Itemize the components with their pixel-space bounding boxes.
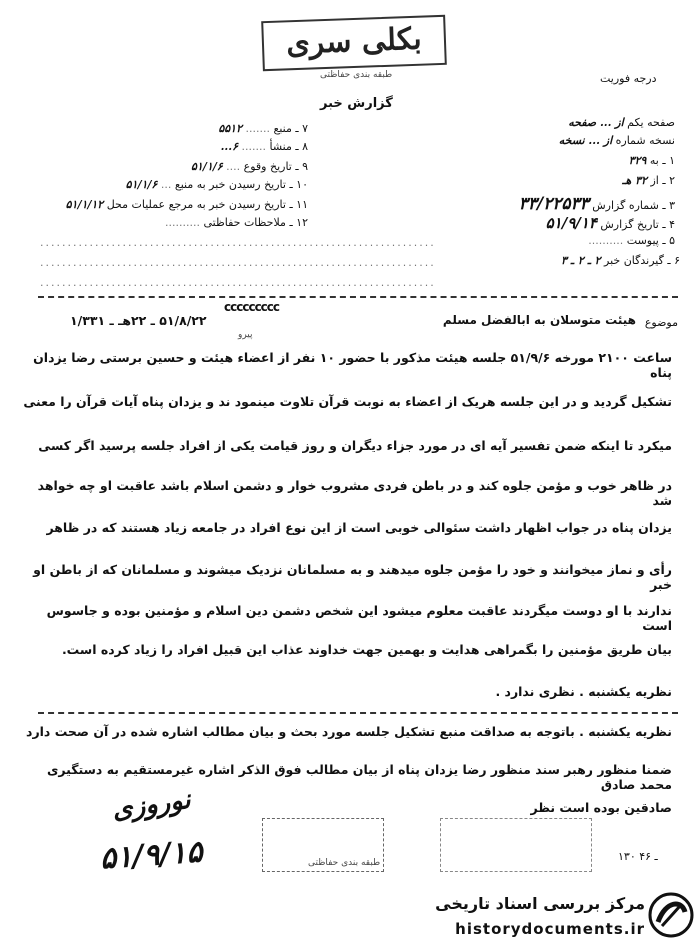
field-value: از ... صفحه bbox=[568, 116, 624, 129]
body-line: رأی و نماز میخوانند و خود را مؤمن جلوه میدهند و به مسلمانان نزدیک میشوند و مسلمانان که از باطن او خبر bbox=[33, 562, 672, 592]
watermark-url: historydocuments.ir bbox=[455, 920, 645, 938]
field-value: ۵۱/۹/۱۴ bbox=[545, 214, 597, 232]
field-value: ۵۱/۱/۱۲ bbox=[65, 198, 104, 211]
opinion-divider bbox=[38, 712, 678, 714]
field-report-date bbox=[390, 214, 675, 232]
footer-classification-label: طبقه بندی حفاظتی bbox=[308, 858, 381, 868]
field-label: نسخه شماره bbox=[615, 134, 675, 147]
field-attachment: ۵ ـ پیوست .......... bbox=[588, 234, 675, 247]
body-line: ساعت ۲۱۰۰ مورخه ۵۱/۹/۶ جلسه هیئت مذکور با حضور ۱۰ نفر از اعضاء هیئت و حسین برستی رضا یزدان پناه bbox=[33, 350, 672, 380]
field-report-number bbox=[390, 194, 675, 214]
body-line: صادقین بوده است نظر bbox=[530, 800, 672, 815]
field-recipients bbox=[430, 254, 680, 267]
priority-label: درجه فوریت bbox=[600, 72, 657, 85]
field-label: ۶ ـ گیرندگان خبر bbox=[604, 254, 680, 267]
subject-reference-note: پیرو bbox=[238, 330, 253, 340]
subject-label: موضوع bbox=[644, 316, 678, 329]
field-label: صفحه یکم bbox=[627, 116, 675, 129]
field-from bbox=[430, 174, 675, 187]
body-line: ندارند با او دوست میگردند عاقبت معلوم میشود این شخص دشمن دین اسلام و مؤمنین بوده و جاسوس است bbox=[46, 603, 672, 633]
body-line: در ظاهر خوب و مؤمن جلوه کند و در باطن فردی مشروب خوار و دشمن اسلام باشد عاقبت او چه خواهد شد bbox=[37, 478, 672, 508]
field-origin: ۸ ـ منشأ ....... ۶... bbox=[220, 140, 308, 153]
subject-text: هیئت متوسلان به ابالفضل مسلم bbox=[442, 313, 636, 327]
field-value: ۵۱/۱/۶ bbox=[125, 178, 158, 191]
field-value: ۵۱/۱/۶ bbox=[190, 160, 223, 173]
footer-page-code: ۱۳۰ ـ ۴۶ bbox=[618, 850, 658, 863]
field-copy-number bbox=[430, 134, 675, 147]
field-label: ۵ ـ پیوست bbox=[626, 234, 675, 247]
body-line: بیان طریق مؤمنین را بگمراهی هدایت و بهمین جهت خداوند عذاب این قبیل افراد را زیاد کرده است. bbox=[61, 642, 672, 657]
field-received-source-date: ۱۰ ـ تاریخ رسیدن خبر به منبع ... ۵۱/۱/۶ bbox=[125, 178, 308, 191]
signature-name: نوروزی bbox=[110, 784, 193, 826]
field-label: ۹ ـ تاریخ وقوع bbox=[243, 160, 308, 173]
field-source: ۷ ـ منبع ....... ۵۵۱۲ bbox=[218, 122, 308, 135]
classification-stamp: بکلی سری bbox=[261, 15, 447, 71]
field-label: ۱۰ ـ تاریخ رسیدن خبر به منبع bbox=[174, 178, 308, 191]
field-to bbox=[430, 154, 675, 167]
field-value: ۲ ـ ۲ ـ ۳ bbox=[561, 254, 601, 267]
field-label: ۳ ـ شماره گزارش bbox=[592, 199, 675, 212]
field-page bbox=[430, 116, 675, 129]
field-value: ۳۲۹ bbox=[628, 154, 647, 167]
field-label: ۲ ـ از bbox=[650, 174, 675, 187]
field-received-ops-date bbox=[40, 198, 308, 211]
field-value: ۳۲ هـ bbox=[622, 174, 647, 187]
document-page: بکلی سری طبقه بندی حفاظتی درجه فوریت گزارش خبر ۷ ـ منبع ....... ۵۵۱۲ ۸ ـ منشأ ....... ۶... ۹ ـ تاریخ وقوع .... ۵۱/۱/۶ ۱۰ ـ تاریخ رسیدن خبر به منبع ... ۵۱/۱/۶ ۱۱ ـ تاریخ رسیدن خبر به مرجع عملیات محل ۵۱/۱/۱۲ ۱۲ ـ ملاحظات حفاظتی .......... ........................................................................ ........................................................................ ........................................................................ صفحه یکم از ... صفحه نسخه شماره از ... نسخه ۱ ـ به ۳۲۹ ۲ ـ از ۳۲ هـ ۳ ـ شماره گزارش ۳۳/۲۲۵۳۳ ۴ ـ تاریخ گزارش ۵۱/۹/۱۴ ۵ ـ پیوست .......... ۶ ـ گیرندگان خبر ۲ ـ ۲ ـ ۳ موضوع هیئت متوسلان به ابالفضل مسلم ۵۱/۸/۲۲ ـ ۲۲هـ ـ ۱/۳۳۱ پیرو ccccccccc ساعت ۲۱۰۰ مورخه ۵۱/۹/۶ جلسه هیئت مذکور با حضور ۱۰ نفر از اعضاء هیئت و حسین برستی رضا یزدان پناه تشکیل گردید و در این جلسه هریک از اعضاء به نوبت قرآن تلاوت مینمود ند و یزدان پناه آیات قرآن را معنی میکرد تا اینکه ضمن تفسیر آیه ای در مورد جزاء دیگران و روز قیامت یکی از افراد جلسه پرسید اگر کسی در ظاهر خوب و مؤمن جلوه کند و در باطن فردی مشروب خوار و دشمن اسلام باشد عاقبت او چه خواهد شد یزدان پناه در جواب اظهار داشت سئوالی خوبی است از این نوع افراد در جامعه زیاد هستند که در ظاهر رأی و نماز میخوانند و خود را مؤمن جلوه میدهند و به مسلمانان نزدیک میشوند و مسلمانان که از باطن او خبر ندارند با او دوست میگردند عاقبت معلوم میشود این شخص دشمن دین اسلام و مؤمنین بوده و جاسوس است بیان طریق مؤمنین را بگمراهی هدایت و بهمین جهت خداوند عذاب این قبیل افراد را زیاد کرده است. نظریه یکشنبه . نظری ندارد . نظریه یکشنبه . باتوجه به صداقت منبع تشکیل جلسه مورد بحث و بیان مطالب اشاره شده در آن صحت دارد ضمنا منظور رهبر سند منظور رضا یزدان پناه از بیان مطالب فوق الذکر اشاره غیرمستقیم به دستگیری محمد صادق صادقین بوده است نظر نوروزی ۵۱/۹/۱۵ طبقه بندی حفاظتی ۱۳۰ ـ ۴۶ مرکز بررسی اسناد تاریخی historydocuments.ir bbox=[0, 0, 700, 950]
body-line: نظریه یکشنبه . باتوجه به صداقت منبع تشکیل جلسه مورد بحث و بیان مطالب اشاره شده در آن صحت دارد bbox=[26, 724, 672, 739]
field-value: ۵۵۱۲ bbox=[218, 122, 242, 135]
field-occurrence-date: ۹ ـ تاریخ وقوع .... ۵۱/۱/۶ bbox=[190, 160, 308, 173]
field-label: ۸ ـ منشأ bbox=[269, 140, 308, 153]
body-line: نظریه یکشنبه . نظری ندارد . bbox=[495, 684, 672, 699]
field-value: از ... نسخه bbox=[558, 134, 613, 147]
signature-date: ۵۱/۹/۱۵ bbox=[98, 834, 204, 877]
classification-label: طبقه بندی حفاظتی bbox=[320, 70, 393, 80]
field-label: ۱ ـ به bbox=[649, 154, 675, 167]
field-label: ۱۱ ـ تاریخ رسیدن خبر به مرجع عملیات محل bbox=[106, 198, 308, 211]
body-line: میکرد تا اینکه ضمن تفسیر آیه ای در مورد جزاء دیگران و روز قیامت یکی از افراد جلسه پرسید اگر کسی bbox=[38, 438, 672, 453]
field-label: ۷ ـ منبع bbox=[273, 122, 308, 135]
report-title: گزارش خبر bbox=[320, 96, 393, 111]
body-line: یزدان پناه در جواب اظهار داشت سئوالی خوبی است از این نوع افراد در جامعه زیاد هستند که در ظاهر bbox=[46, 520, 672, 535]
field-label: ۴ ـ تاریخ گزارش bbox=[600, 218, 675, 231]
header-divider bbox=[38, 296, 678, 298]
field-value: ۳۳/۲۲۵۳۳ bbox=[518, 194, 589, 214]
field-label: ۱۲ ـ ملاحظات حفاظتی bbox=[203, 216, 308, 229]
watermark-title: مرکز بررسی اسناد تاریخی bbox=[435, 894, 645, 913]
footer-stamp bbox=[440, 818, 592, 872]
subject-reference: ۵۱/۸/۲۲ ـ ۲۲هـ ـ ۱/۳۳۱ bbox=[70, 313, 207, 328]
field-value: ۶... bbox=[220, 140, 238, 153]
field-security-notes: ۱۲ ـ ملاحظات حفاظتی .......... bbox=[165, 216, 308, 229]
archive-logo-icon bbox=[648, 892, 694, 938]
body-line: ضمنا منظور رهبر سند منظور رضا یزدان پناه از بیان مطالب فوق الذکر اشاره غیرمستقیم به دستگیری محمد صادق bbox=[46, 762, 672, 792]
watermark-logo bbox=[400, 880, 700, 950]
body-line: تشکیل گردید و در این جلسه هریک از اعضاء به نوبت قرآن تلاوت مینمود ند و یزدان پناه آیات قرآن را معنی bbox=[23, 394, 672, 409]
